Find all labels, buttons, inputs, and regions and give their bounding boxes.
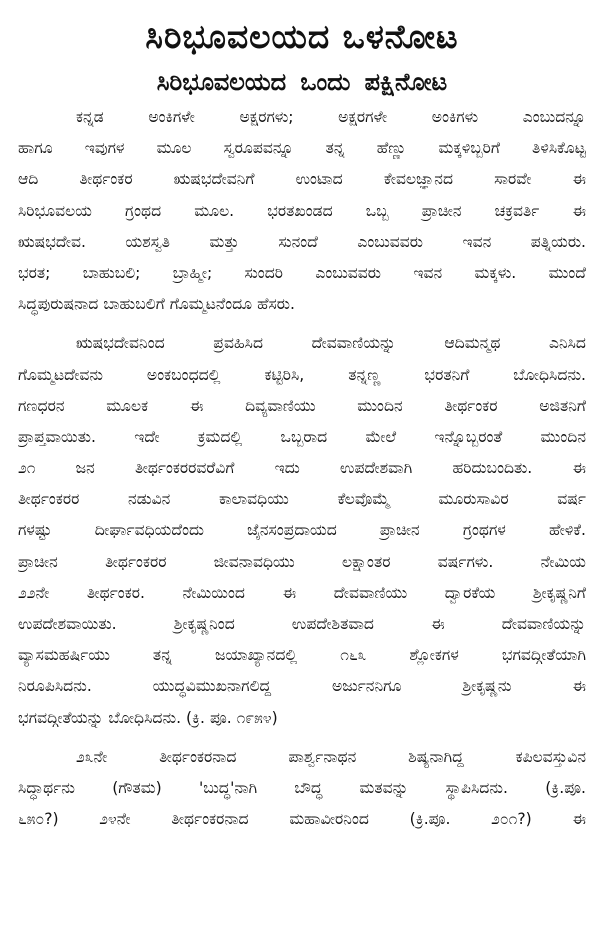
paragraph-3 [18, 742, 586, 836]
section-subtitle: ಸಿರಿಭೂವಲಯದ ಒಂದು ಪಕ್ಷಿನೋಟ [156, 68, 448, 96]
text-line: ಪ್ರಾಪ್ತವಾಯಿತು. ಇದೇ ಕ್ರಮದಲ್ಲಿ ಒಬ್ಬರಾದ ಮೇಲೆ ಇನ್ನೊಬ್ಬರಂತೆ ಮುಂದಿನ [18, 427, 586, 446]
text-line: ಉಪದೇಶವಾಯಿತು. ಶ್ರೀಕೃಷ್ಣನಿಂದ ಉಪದೇಶಿತವಾದ ಈ ದೇವವಾಣಿಯನ್ನು [18, 615, 586, 633]
text-line: ಸಿದ್ಧಾರ್ಥನು (ಗೌತಮ) 'ಬುದ್ಧ'ನಾಗಿ ಬೌದ್ಧ ಮತವನ್ನು ಸ್ಥಾಪಿಸಿದನು. (ಕ್ರಿ.ಪೂ. [18, 778, 586, 797]
text-line: ಭರತ; ಬಾಹುಬಲಿ; ಬ್ರಾಹ್ಮೀ; ಸುಂದರಿ ಎಂಬುವವರು ಇವನ ಮಕ್ಕಳು. ಮುಂದೆ [18, 263, 586, 282]
paragraph-1 [18, 102, 586, 320]
text-line: ಗೊಮ್ಮಟದೇವನು ಅಂಕಬಂಧದಲ್ಲಿ ಕಟ್ಟಿರಿಸಿ, ತನ್ನಣ್ಣ ಭರತನಿಗೆ ಬೋಧಿಸಿದನು. [18, 365, 586, 384]
text-line: ಸಿದ್ಧಪುರುಷನಾದ ಬಾಹುಬಲಿಗೆ ಗೊಮ್ಮಟನೆಂದೂ ಹೆಸರು. [18, 295, 295, 314]
text-line: ಗಳಷ್ಟು ದೀರ್ಘಾವಧಿಯದೆಂದು ಜೈನಸಂಪ್ರದಾಯದ ಪ್ರಾಚೀನ ಗ್ರಂಥಗಳ ಹೇಳಿಕೆ. [18, 521, 586, 540]
text-line: ಕನ್ನಡ ಅಂಕಿಗಳೇ ಅಕ್ಷರಗಳು; ಅಕ್ಷರಗಳೇ ಅಂಕಿಗಳು ಎಂಬುದನ್ನೂ [76, 108, 586, 126]
text-line: ಋಷಭದೇವ. ಯಶಸ್ವತಿ ಮತ್ತು ಸುನಂದೆ ಎಂಬುವವರು ಇವನ ಪತ್ನಿಯರು. [18, 232, 586, 251]
text-line: ಪ್ರಾಚೀನ ತೀರ್ಥಂಕರರ ಜೀವನಾವಧಿಯು ಲಕ್ಷಾಂತರ ವರ್ಷಗಳು. ನೇಮಿಯ [18, 552, 586, 571]
text-line: ನಿರೂಪಿಸಿದನು. ಯುದ್ಧವಿಮುಖನಾಗಲಿದ್ದ ಅರ್ಜುನನಿಗೂ ಶ್ರೀಕೃಷ್ಣನು ಈ [18, 677, 586, 696]
text-line: ೨೨ನೇ ತೀರ್ಥಂಕರ. ನೇಮಿಯಿಂದ ಈ ದೇವವಾಣಿಯು ದ್ವಾರಕೆಯ ಶ್ರೀಕೃಷ್ಣನಿಗೆ [18, 583, 586, 602]
text-line: ಸಿರಿಭೂವಲಯ ಗ್ರಂಥದ ಮೂಲ. ಭರತಖಂಡದ ಒಬ್ಬ ಪ್ರಾಚೀನ ಚಕ್ರವರ್ತಿ ಈ [18, 201, 586, 220]
text-line: ಭಗವದ್ಗೀತೆಯನ್ನು ಬೋಧಿಸಿದನು. (ಕ್ರಿ. ಪೂ. ೧೯೫೪) [18, 708, 278, 727]
text-line: ಆದಿ ತೀರ್ಥಂಕರ ಋಷಭದೇವನಿಗೆ ಉಂಟಾದ ಕೇವಲಜ್ಞಾನದ ಸಾರವೇ ಈ [18, 170, 586, 189]
chapter-title: ಸಿರಿಭೂವಲಯದ ಒಳನೋಟ [145, 17, 459, 56]
text-line: ವ್ಯಾಸಮಹರ್ಷಿಯು ತನ್ನ ಜಯಾಖ್ಯಾನದಲ್ಲಿ ೧೬೩ ಶ್ಲೋಕಗಳ ಭಗವದ್ಗೀತೆಯಾಗಿ [18, 646, 586, 665]
text-line: ಹಾಗೂ ಇವುಗಳ ಮೂಲ ಸ್ವರೂಪವನ್ನೂ ತನ್ನ ಹೆಣ್ಣು ಮಕ್ಕಳಿಬ್ಬರಿಗೆ ತಿಳಿಸಿಕೊಟ್ಟ [18, 139, 586, 158]
text-line: ಋಷಭದೇವನಿಂದ ಪ್ರವಹಿಸಿದ ದೇವವಾಣಿಯನ್ನು ಆದಿಮನ್ಮಥ ಎನಿಸಿದ [76, 334, 586, 353]
text-line: ತೀರ್ಥಂಕರರ ನಡುವಿನ ಕಾಲಾವಧಿಯು ಕೆಲವೊಮ್ಮೆ ಮೂರುಸಾವಿರ ವರ್ಷ [18, 490, 586, 509]
text-line: ೬೫೦?) ೨೪ನೇ ತೀರ್ಥಂಕರನಾದ ಮಹಾವೀರನಿಂದ (ಕ್ರಿ.ಪೂ. ೨೦೧?) ಈ [18, 810, 586, 829]
text-line: ೨೧ ಜನ ತೀರ್ಥಂಕರರವರೆವಿಗೆ ಇದು ಉಪದೇಶವಾಗಿ ಹರಿದುಬಂದಿತು. ಈ [18, 459, 586, 478]
paragraph-gap [18, 320, 586, 328]
paragraph-gap [18, 734, 586, 742]
text-line: ೨೩ನೇ ತೀರ್ಥಂಕರನಾದ ಪಾರ್ಶ್ವನಾಥನ ಶಿಷ್ಯನಾಗಿದ್ದ ಕಪಿಲವಸ್ತುವಿನ [76, 747, 586, 766]
text-line: ಗಣಧರನ ಮೂಲಕ ಈ ದಿವ್ಯವಾಣಿಯು ಮುಂದಿನ ತೀರ್ಥಂಕರ ಅಜಿತನಿಗೆ [18, 396, 586, 415]
paragraph-2 [18, 328, 586, 733]
